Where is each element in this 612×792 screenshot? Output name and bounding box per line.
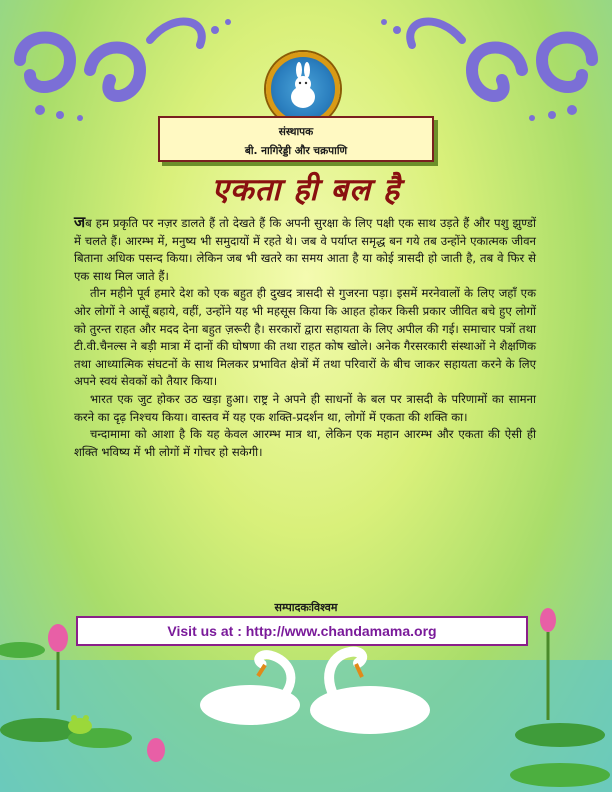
drop-cap: ज (74, 213, 86, 231)
lily-pad (510, 763, 610, 787)
founder-heading: संस्थापक (278, 126, 314, 138)
editor-signature: सम्पादकःविश्वम (274, 601, 338, 614)
rabbit-moon-logo-icon (266, 52, 340, 126)
founder-box (158, 116, 434, 162)
paragraph-2: तीन महीने पूर्व हमारे देश को एक बहुत ही दुखद त्रासदी से गुजरना पड़ा। इसमें मरनेवालों के लिए जहाँ एक ओर लोगों ने आसूँ बहाये, वहीं, उन्होंने यह भी महसूस किया कि आहत होकर किसी प्रकार जीवित बचे हुए लोगों को तुरन्त राहत और मदद देना बहुत ज़रूरी है। सरकारों द्वारा सहायता के लिए अपील की गई। समाचार पत्रों तथा टी.वी.चैनल्स ने बड़ी मात्रा में दानों की घोषणा की तथा राहत कोष खोले। अनेक गैरसरकारी संस्थाओं ने शैक्षणिक तथा आध्यात्मिक संघटनों के साथ मिलकर प्रभावित क्षेत्रों में तथा परिवारों के बीच जाकर सहायता करने के लिए अपने स्वयं सेवकों को तैयार किया। (74, 286, 536, 389)
paragraph-3: भारत एक जुट होकर उठ खड़ा हुआ। राष्ट्र ने अपने ही साधनों के बल पर त्रासदी के परिणामों का सामना करने का दृढ़ निश्चय किया। वास्तव में यह एक शक्ति-प्रदर्शन था, लोगों में एकता की शक्ति का। (74, 391, 536, 424)
pond-scene (0, 560, 612, 792)
lily-pad (0, 718, 80, 742)
lily-pad (0, 642, 45, 658)
editorial-body (74, 214, 536, 461)
paragraph-4: चन्दामामा को आशा है कि यह केवल आरम्भ मात्र था, लेकिन एक महान आरम्भ और एकता की ऐसी ही शक्ति भविष्य में भी लोगों में गोचर हो सकेगी। (74, 427, 536, 459)
paragraph-1 (74, 214, 536, 285)
paragraph-1-text: ब हम प्रकृति पर नज़र डालते हैं तो देखते हैं कि अपनी सुरक्षा के लिए पक्षी एक साथ उड़ते हैं और पशु झुण्डों में चलते हैं। आरम्भ में, मनुष्य भी समुदायों में रहते थे। जब वे पर्याप्त समृद्ध बन गये तब उन्होंने एकात्मक जीवन बिताना अधिक पसन्द किया। लेकिन जब भी खतरे का समय आता है या कोई त्रासदी हो जाती है, तब वे फिर से एक साथ मिल जाते हैं। (74, 216, 536, 283)
lily-pad (515, 723, 605, 747)
website-link[interactable]: Visit us at : http://www.chandamama.org (76, 616, 528, 646)
page-title: एकता ही बल है (211, 172, 401, 208)
founder-names: बी. नागिरेड्डी और चक्रपाणि (244, 145, 348, 157)
